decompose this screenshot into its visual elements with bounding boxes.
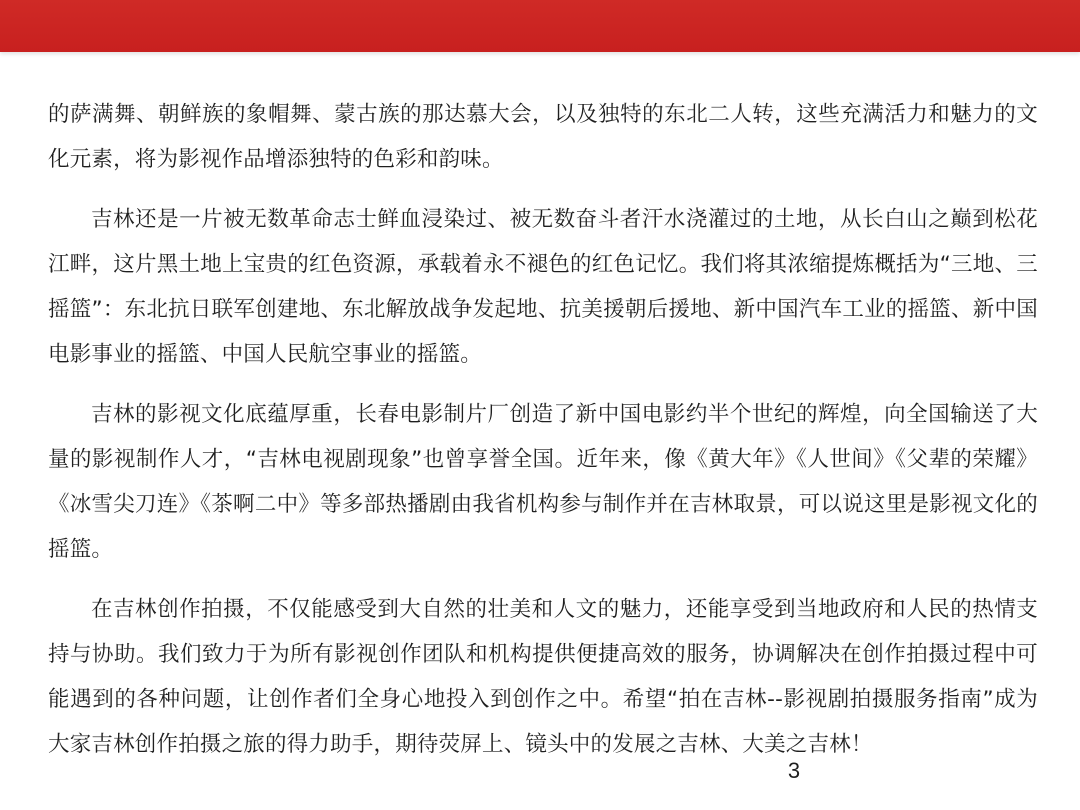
top-banner	[0, 0, 1080, 52]
paragraph-3: 吉林的影视文化底蕴厚重，长春电影制片厂创造了新中国电影约半个世纪的辉煌，向全国输送了大量的影视制作人才，“吉林电视剧现象”也曾享誉全国。近年来，像《黄大年》《人世间》《父辈的荣耀》《冰雪尖刀连》《茶啊二中》等多部热播剧由我省机构参与制作并在吉林取景，可以说这里是影视文化的摇篮。	[48, 402, 1038, 562]
paragraph-4: 在吉林创作拍摄，不仅能感受到大自然的壮美和人文的魅力，还能享受到当地政府和人民的热情支持与协助。我们致力于为所有影视创作团队和机构提供便捷高效的服务，协调解决在创作拍摄过程中可能遇到的各种问题，让创作者们全身心地投入到创作之中。希望“拍在吉林--影视剧拍摄服务指南”成为大家吉林创作拍摄之旅的得力助手，期待荧屏上、镜头中的发展之吉林、大美之吉林！	[48, 597, 1038, 757]
page-number: 3	[787, 758, 801, 783]
document-body	[48, 92, 1038, 767]
paragraph-2: 吉林还是一片被无数革命志士鲜血浸染过、被无数奋斗者汗水浇灌过的土地，从长白山之巅到松花江畔，这片黑土地上宝贵的红色资源，承载着永不褪色的红色记忆。我们将其浓缩提炼概括为“三地、三摇篮”：东北抗日联军创建地、东北解放战争发起地、抗美援朝后援地、新中国汽车工业的摇篮、新中国电影事业的摇篮、中国人民航空事业的摇篮。	[48, 207, 1038, 367]
paragraph-1: 的萨满舞、朝鲜族的象帽舞、蒙古族的那达慕大会，以及独特的东北二人转，这些充满活力和魅力的文化元素，将为影视作品增添独特的色彩和韵味。	[48, 102, 1038, 172]
